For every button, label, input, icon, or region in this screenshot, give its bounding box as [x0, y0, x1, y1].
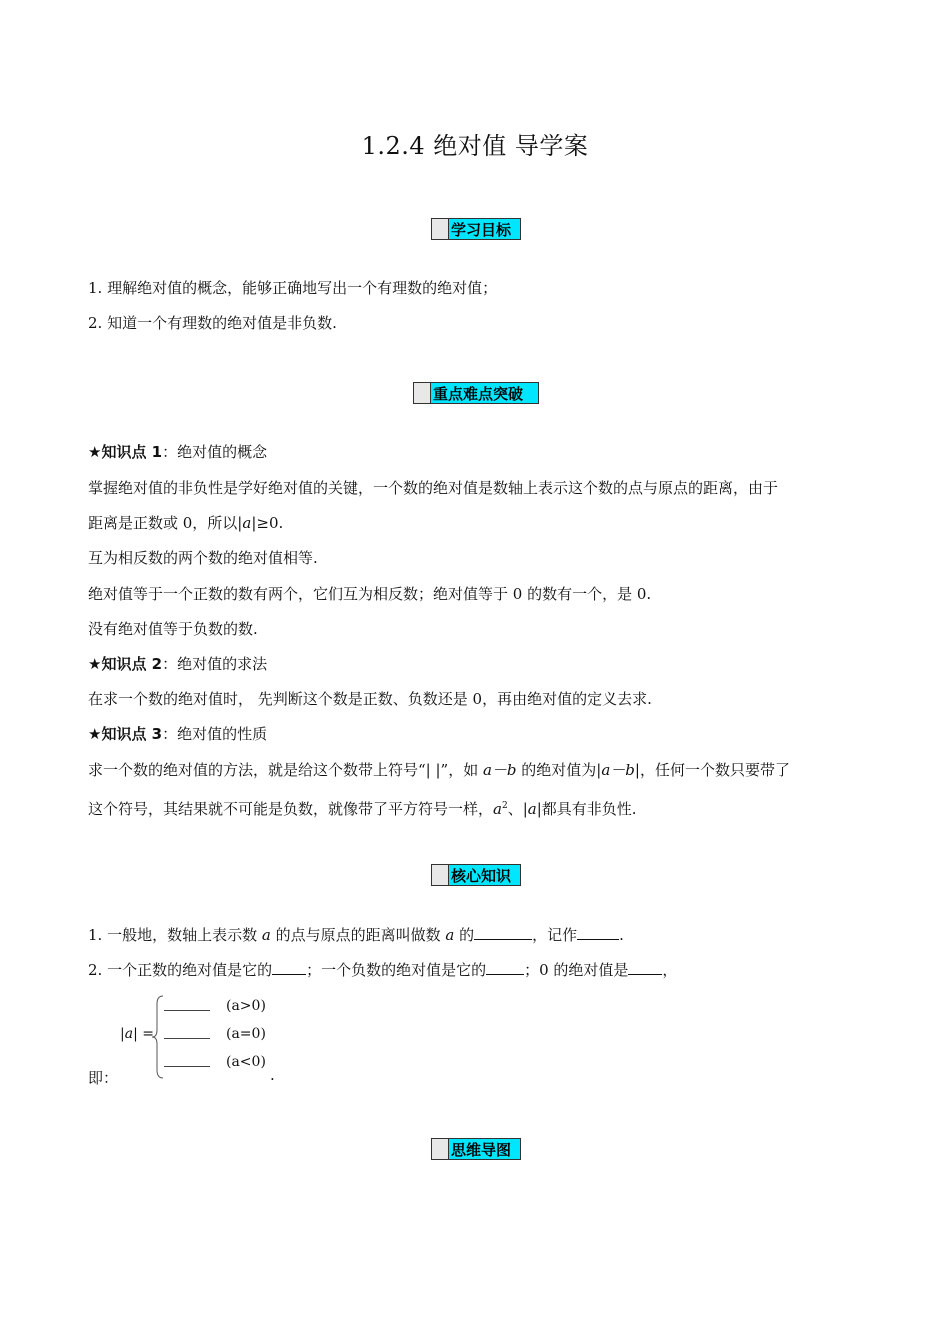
kp3-para-1 — [88, 760, 790, 780]
expr: a－b — [601, 761, 635, 779]
text: 这个符号，其结果就不可能是负数，就像带了平方符号一样， — [88, 800, 494, 818]
answer-blank[interactable] — [164, 1038, 210, 1039]
kp-title: ：绝对值的概念 — [162, 443, 268, 461]
kp1-para-3: 绝对值等于一个正数的数有两个，它们互为相反数；绝对值等于 0 的数有一个，是 0. — [88, 585, 652, 603]
header-box-icon — [414, 383, 431, 403]
superscript: 2 — [501, 801, 508, 811]
answer-blank[interactable] — [474, 925, 532, 940]
kp-label: ★知识点 3 — [88, 725, 163, 743]
abs-lhs: |a| = — [120, 1026, 154, 1042]
var-a: a — [261, 926, 271, 944]
section-header-key — [413, 382, 539, 404]
kp-title: ：绝对值的求法 — [162, 655, 268, 673]
kp1-para-4: 没有绝对值等于负数的数. — [88, 620, 258, 638]
ji-label: 即： — [88, 1069, 119, 1087]
kp-label: ★知识点 2 — [88, 655, 163, 673]
core-question-1 — [88, 925, 624, 945]
text: ， — [662, 961, 678, 979]
formula-end-dot: . — [270, 1066, 275, 1084]
var-a: a — [445, 926, 455, 944]
var-a: a — [493, 800, 502, 818]
kp2-para-1: 在求一个数的绝对值时， 先判断这个数是正数、负数还是 0，再由绝对值的定义去求. — [88, 690, 652, 708]
section-title: 学习目标 — [451, 220, 512, 239]
kp-title: ：绝对值的性质 — [162, 725, 268, 743]
text: |，任何一个数只要带了 — [634, 761, 790, 779]
text: 的点与原点的距离叫做数 — [270, 926, 446, 944]
answer-blank[interactable] — [164, 1066, 210, 1067]
goal-item-2: 2. 知道一个有理数的绝对值是非负数. — [88, 314, 337, 332]
kp-label: ★知识点 1 — [88, 443, 163, 461]
text: ，记作 — [532, 926, 578, 944]
condition: (a<0) — [226, 1054, 266, 1070]
section-title: 重点难点突破 — [433, 384, 524, 403]
text: 距离是正数或 0，所以| — [88, 514, 243, 532]
case-row — [158, 1054, 358, 1076]
case-row — [158, 1026, 358, 1048]
text: 的 — [454, 926, 475, 944]
text: |≥0. — [251, 514, 284, 532]
text: ；0 的绝对值是 — [524, 961, 629, 979]
header-box-icon — [432, 219, 449, 239]
section-header-goals — [431, 218, 521, 240]
answer-blank[interactable] — [164, 1010, 210, 1011]
text: 、| — [507, 800, 528, 818]
text: 1. 一般地，数轴上表示数 — [88, 926, 262, 944]
piecewise-cases — [158, 998, 358, 1088]
kp1-para-1b — [88, 513, 283, 533]
answer-blank[interactable] — [577, 925, 619, 940]
section-title: 思维导图 — [451, 1140, 512, 1159]
header-box-icon — [432, 1139, 449, 1159]
var-a: a — [242, 514, 252, 532]
header-box-icon — [432, 865, 449, 885]
condition: (a>0) — [226, 998, 266, 1014]
goal-item-1: 1. 理解绝对值的概念，能够正确地写出一个有理数的绝对值； — [88, 279, 498, 297]
page-title: 1.2.4 绝对值 导学案 — [361, 132, 589, 160]
kp3-heading — [88, 724, 267, 744]
var-a: a — [527, 800, 537, 818]
core-question-2 — [88, 960, 677, 980]
expr: a－b — [482, 761, 517, 779]
text: ；一个负数的绝对值是它的 — [306, 961, 487, 979]
section-header-mindmap — [431, 1138, 521, 1160]
kp1-heading — [88, 442, 267, 462]
kp1-para-1a: 掌握绝对值的非负性是学好绝对值的关键，一个数的绝对值是数轴上表示这个数的点与原点的距离，由于 — [88, 479, 779, 497]
section-header-core — [431, 864, 521, 886]
answer-blank[interactable] — [486, 960, 524, 975]
text: 2. 一个正数的绝对值是它的 — [88, 961, 273, 979]
condition: (a=0) — [226, 1026, 266, 1042]
text: 的绝对值为| — [516, 761, 602, 779]
kp2-heading — [88, 654, 267, 674]
answer-blank[interactable] — [628, 960, 662, 975]
text: . — [619, 926, 624, 944]
kp3-para-2 — [88, 796, 637, 819]
text: 求一个数的绝对值的方法，就是给这个数带上符号“| |”，如 — [88, 761, 483, 779]
text: |都具有非负性. — [536, 800, 637, 818]
case-row — [158, 998, 358, 1020]
kp1-para-2: 互为相反数的两个数的绝对值相等. — [88, 549, 318, 567]
section-title: 核心知识 — [451, 866, 512, 885]
answer-blank[interactable] — [272, 960, 306, 975]
